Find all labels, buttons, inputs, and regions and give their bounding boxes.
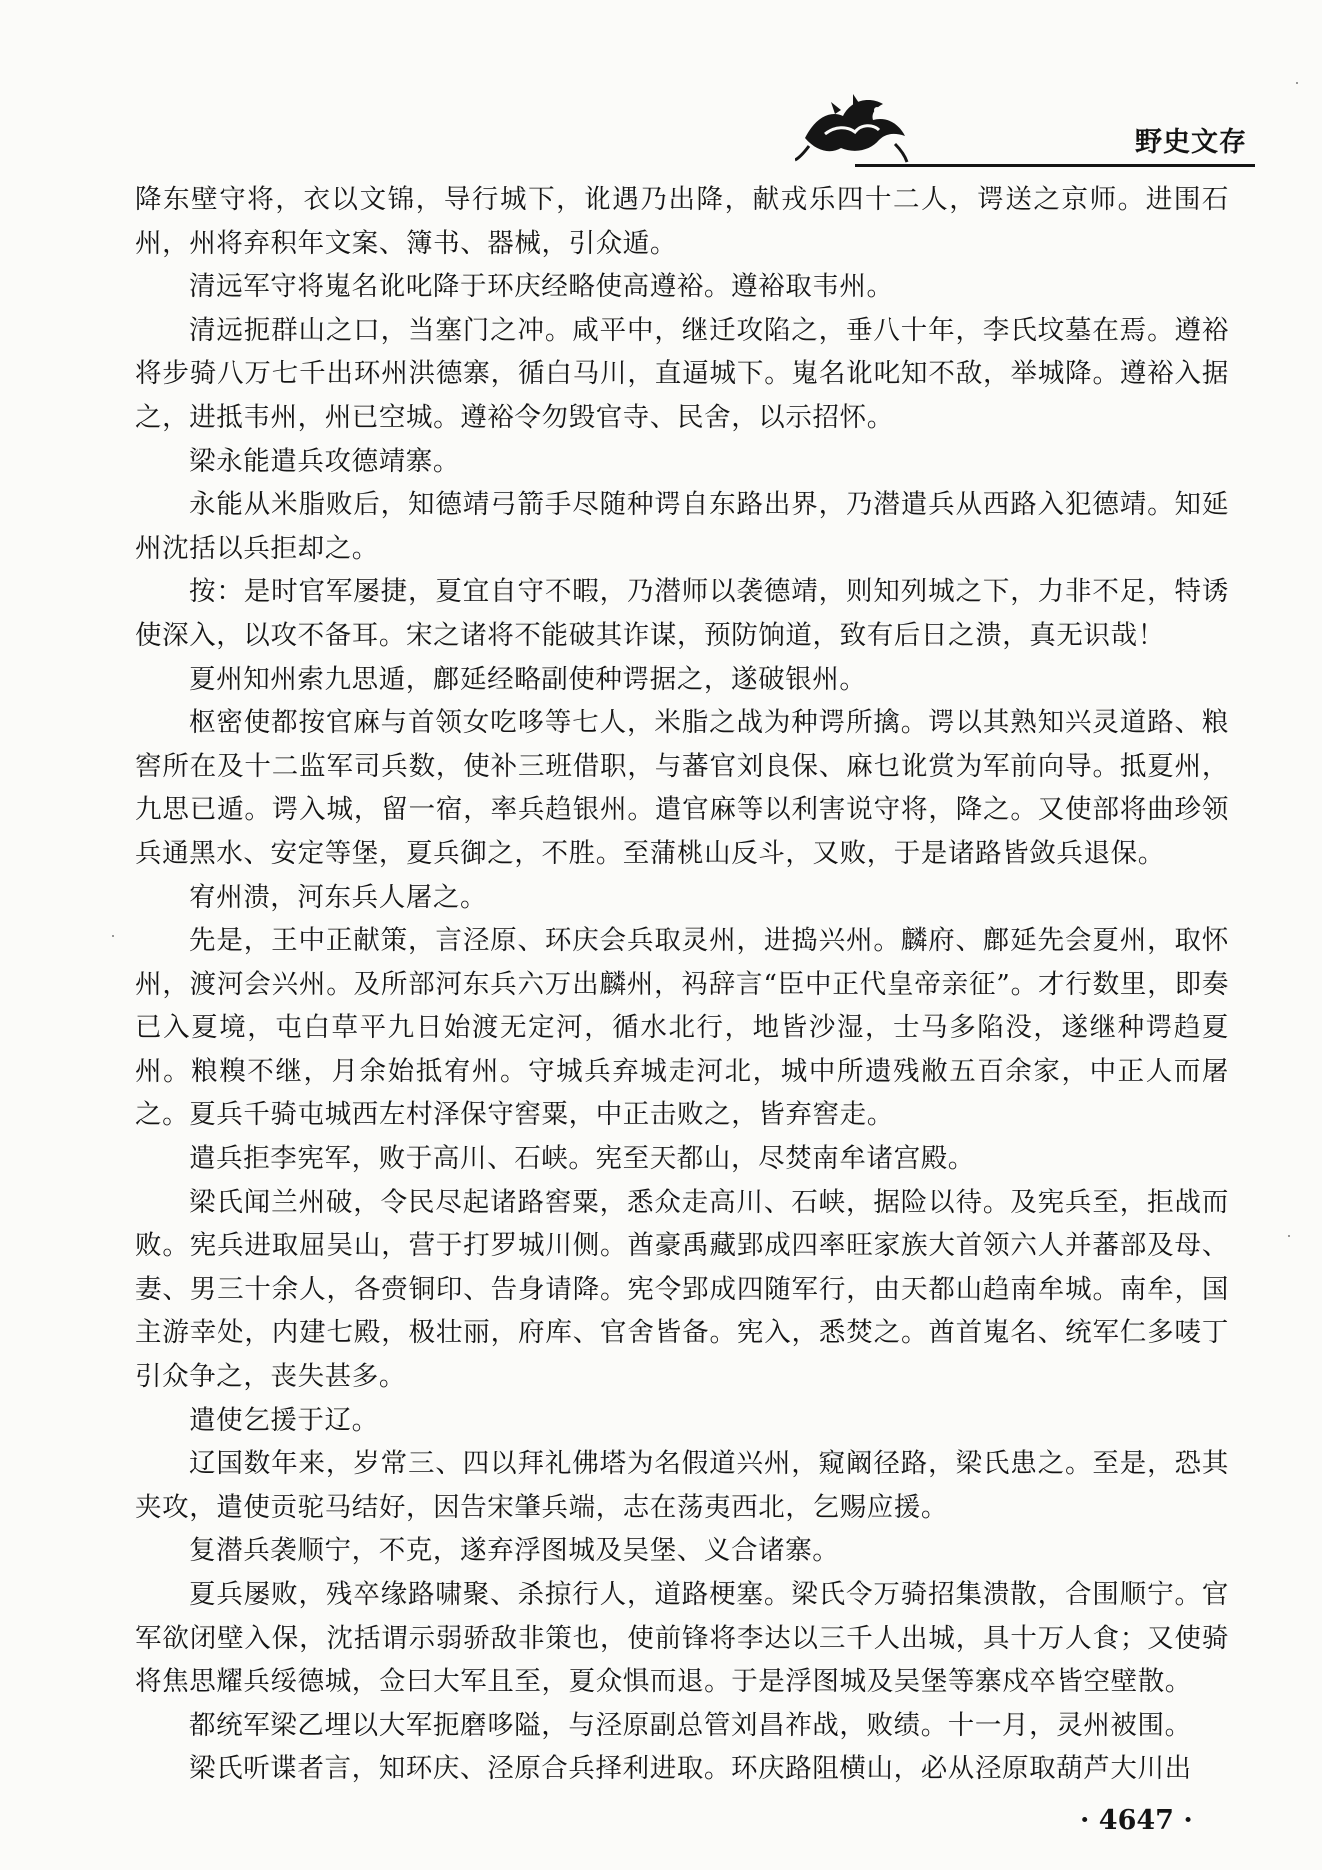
paragraph: 遣使乞援于辽。 [189,1404,379,1436]
paragraph: 复潜兵袭顺宁，不克，遂弃浮图城及吴堡、义合诸寨。 [189,1535,840,1567]
paragraph: 都统军梁乙埋以大军扼磨哆隘，与泾原副总管刘昌祚战，败绩。十一月，灵州被围。 [189,1709,1192,1741]
scan-speck [1296,82,1298,84]
paragraph: 按：是时官军屡捷，夏宜自守不暇，乃潜师以袭德靖，则知列城之下，力非不足，特诱使深入，以攻不备耳。宋之诸将不能破其诈谋，预防饷道，致有后日之溃，真无识哉！ [135,576,1229,651]
header-rule [855,164,1255,167]
paragraph: 夏兵屡败，残卒缘路啸聚、杀掠行人，道路梗塞。梁氏令万骑招集溃散，合围顺宁。官军欲闭壁入保，沈括谓示弱骄敌非策也，使前锋将李达以三千人出城，具十万人食；又使骑将焦思耀兵绥德城，佥曰大军且至，夏众惧而退。于是浮图城及吴堡等寨戍卒皆空壁散。 [135,1579,1229,1698]
running-header [795,88,1255,166]
dragon-emblem-icon [795,88,915,166]
paragraph: 宥州溃，河东兵人屠之。 [189,881,488,913]
paragraph: 枢密使都按官麻与首领女吃哆等七人，米脂之战为种谔所擒。谔以其熟知兴灵道路、粮窖所在及十二监军司兵数，使补三班借职，与蕃官刘良保、麻乜讹赏为军前向导。抵夏州，九思已遁。谔入城，留一宿，率兵趋银州。遣官麻等以利害说守将，降之。又使部将曲珍领兵通黑水、安定等堡，夏兵御之，不胜。至蒲桃山反斗，又败，于是诸路皆敛兵退保。 [135,707,1229,869]
paragraph: 永能从米脂败后，知德靖弓箭手尽随种谔自东路出界，乃潜遣兵从西路入犯德靖。知延州沈括以兵拒却之。 [135,489,1229,564]
paragraph: 梁氏听谍者言，知环庆、泾原合兵择利进取。环庆路阻横山，必从泾原取葫芦大川出 [189,1753,1192,1785]
scan-speck [112,935,114,937]
paragraph: 降东壁守将，衣以文锦，导行城下，讹遇乃出降，献戎乐四十二人，谔送之京师。进围石州，州将弃积年文案、簿书、器械，引众遁。 [135,184,1229,259]
paragraph: 遣兵拒李宪军，败于高川、石峡。宪至天都山，尽焚南牟诸宫殿。 [189,1143,975,1175]
paragraph: 梁氏闻兰州破，令民尽起诸路窖粟，悉众走高川、石峡，据险以待。及宪兵至，拒战而败。宪兵进取屈吴山，营于打罗城川侧。酋豪禹藏郢成四率旺家族大首领六人并蕃部及母、妻、男三十余人，各赍铜印、告身请降。宪令郢成四随军行，由天都山趋南牟城。南牟，国主游幸处，内建七殿，极壮丽，府库、官舍皆备。宪入，悉焚之。酋首嵬名、统军仁多唛丁引众争之，丧失甚多。 [135,1186,1229,1393]
paragraph: 辽国数年来，岁常三、四以拜礼佛塔为名假道兴州，窥阚径路，梁氏患之。至是，恐其夹攻，遣使贡驼马结好，因告宋肇兵端，志在荡夷西北，乞赐应援。 [135,1448,1229,1523]
scan-speck [1288,1235,1290,1237]
paragraph: 梁永能遣兵攻德靖寨。 [189,445,460,477]
paragraph: 先是，王中正献策，言泾原、环庆会兵取灵州，进捣兴州。麟府、鄜延先会夏州，取怀州，渡河会兴州。及所部河东兵六万出麟州，祃辞言“臣中正代皇帝亲征”。才行数里，即奏已入夏境，屯白草平九日始渡无定河，循水北行，地皆沙湿，士马多陷没，遂继种谔趋夏州。粮糗不继，月余始抵宥州。守城兵弃城走河北，城中所遗残敝五百余家，中正人而屠之。夏兵千骑屯城西左村泽保守窖粟，中正击败之，皆弃窖走。 [135,925,1229,1131]
paragraph: 夏州知州索九思遁，鄜延经略副使种谔据之，遂破银州。 [189,663,867,695]
page-number: · 4647 · [1080,1805,1193,1836]
paragraph: 清远扼群山之口，当塞门之冲。咸平中，继迁攻陷之，垂八十年，李氏坟墓在焉。遵裕将步骑八万七千出环州洪德寨，循白马川，直逼城下。嵬名讹叱知不敌，举城降。遵裕入据之，进抵韦州，州已空城。遵裕令勿毁官寺、民舍，以示招怀。 [135,314,1229,433]
header-title: 野史文存 [1135,127,1247,158]
paragraph: 清远军守将嵬名讹叱降于环庆经略使高遵裕。遵裕取韦州。 [189,271,894,303]
body-text [135,178,1229,1791]
